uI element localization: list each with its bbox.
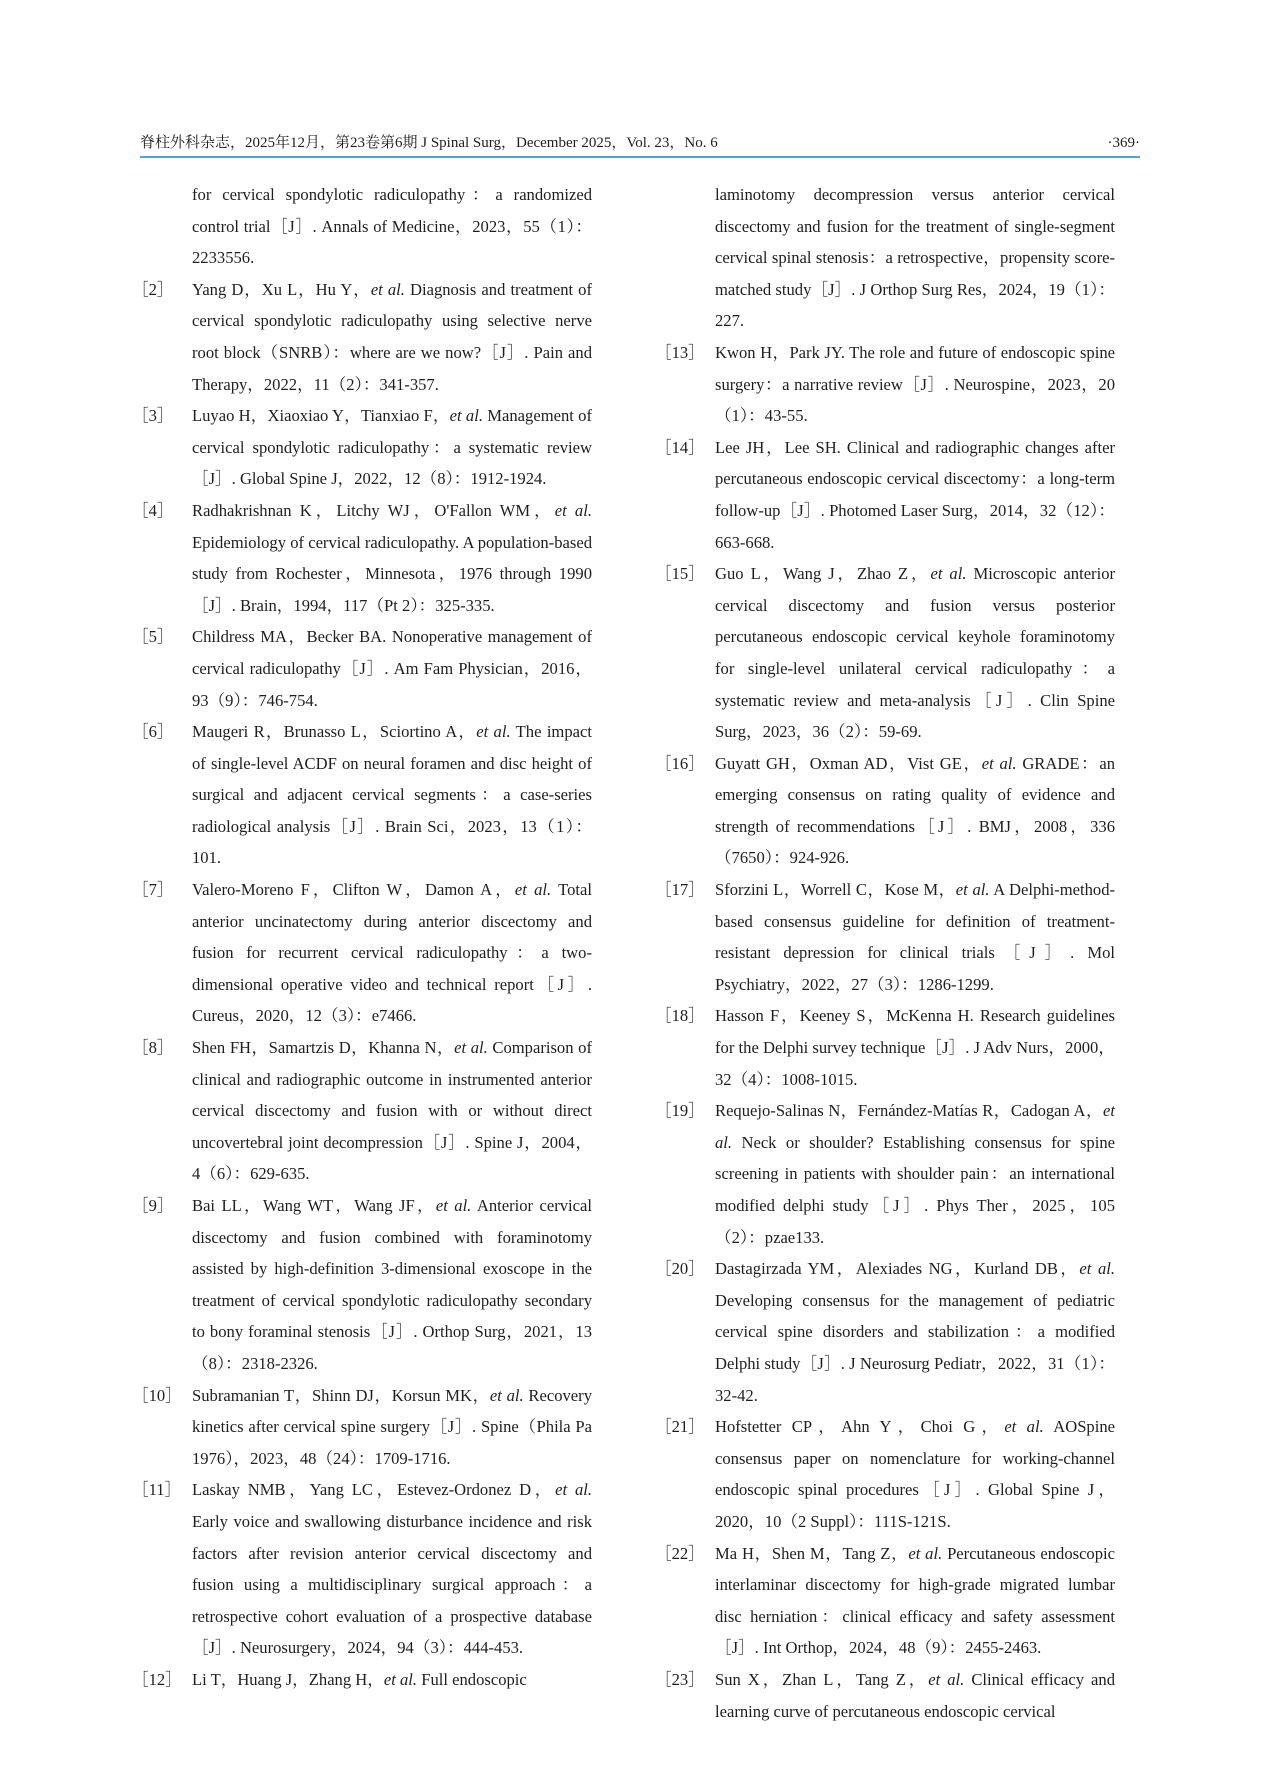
reference-number: ［5］ <box>132 627 174 647</box>
reference-text <box>192 495 592 621</box>
reference-number: ［9］ <box>132 1196 174 1215</box>
reference-item <box>655 874 1115 1000</box>
reference-text <box>715 558 1115 748</box>
reference-item <box>655 558 1115 748</box>
reference-text <box>715 1538 1115 1664</box>
reference-number: ［10］ <box>132 1385 182 1405</box>
reference-item <box>655 179 1115 337</box>
reference-text <box>715 1000 1115 1095</box>
reference-text-lead: Maugeri R，Brunasso L，Sciortino A， <box>192 722 477 742</box>
et-al: et al. <box>1079 1259 1115 1279</box>
reference-item <box>132 1474 592 1664</box>
reference-text <box>192 179 592 274</box>
reference-item <box>132 716 592 874</box>
reference-number: ［16］ <box>655 753 705 773</box>
reference-text-lead: Lee JH，Lee SH. Clinical and radiographic changes after percutaneous endoscopic cervical discectomy：a long-term follow-up［J］. Photomed Laser Surg，2014，32（12）：663-668. <box>715 437 1115 552</box>
reference-text-rest: Microscopic anterior cervical discectomy and fusion versus posterior percutaneous endoscopic cervical keyhole foraminotomy for single-level unilateral cervical radiculopathy：a systematic review and meta-analysis［J］. Clin Spine Surg，2023，36（2）：59-69. <box>715 564 1116 742</box>
reference-text-rest: AOSpine consensus paper on nomenclature for working-channel endoscopic spinal procedures［J］. Global Spine J，2020，10（2 Suppl）：111S-121S. <box>715 1417 1115 1531</box>
reference-text-lead: Bai LL，Wang WT，Wang JF， <box>192 1196 436 1215</box>
reference-text <box>715 179 1115 337</box>
et-al: et al. <box>489 1385 524 1405</box>
et-al: et al. <box>476 722 511 742</box>
reference-text-rest: Percutaneous endoscopic interlaminar discectomy for high-grade migrated lumbar disc herniation：clinical efficacy and safety assessment［J］. Int Orthop，2024，48（9）：2455-2463. <box>715 1543 1116 1658</box>
reference-number: ［17］ <box>655 880 705 900</box>
et-al: et al. <box>383 1669 418 1689</box>
reference-text-lead: Guo L，Wang J，Zhao Z， <box>715 564 931 584</box>
reference-text-rest: Management of cervical spondylotic radiculopathy：a systematic review［J］. Global Spine J，2022，12（8）：1912-1924. <box>192 406 593 489</box>
reference-text-lead: Sforzini L，Worrell C，Kose M， <box>715 880 956 900</box>
reference-number: ［13］ <box>655 342 705 362</box>
reference-item <box>132 495 592 621</box>
reference-number: ［12］ <box>132 1669 182 1689</box>
reference-text <box>715 432 1115 558</box>
reference-text <box>192 1664 592 1696</box>
reference-text <box>715 1253 1115 1411</box>
reference-item <box>132 874 592 1032</box>
reference-text-rest: Total anterior uncinatectomy during anterior discectomy and fusion for recurrent cervical radiculopathy：a two-dimensional operative video and technical report［J］. Cureus，2020，12（3）：e7466. <box>192 880 592 1026</box>
reference-text-rest: Epidemiology of cervical radiculopathy. A population-based study from Rochester，Minnesota，1976 through 1990［J］. Brain，1994，117（Pt 2）：325-335. <box>192 532 592 615</box>
et-al: et al. <box>930 564 967 584</box>
reference-number: ［22］ <box>655 1543 705 1563</box>
reference-number: ［20］ <box>655 1259 705 1279</box>
reference-text-lead: Ma H，Shen M，Tang Z， <box>715 1543 909 1563</box>
reference-number: ［7］ <box>132 880 174 900</box>
reference-text-rest: Neck or shoulder? Establishing consensus for spine screening in patients with shoulder pain：an international modified delphi study［J］. Phys Ther，2025，105（2）：pzae133. <box>715 1132 1115 1247</box>
reference-text-lead: Laskay NMB，Yang LC，Estevez-Ordonez D， <box>192 1480 556 1500</box>
et-al: et al. <box>370 279 405 299</box>
reference-text <box>715 337 1115 432</box>
reference-number: ［18］ <box>655 1006 705 1026</box>
reference-text-lead: Dastagirzada YM，Alexiades NG，Kurland DB， <box>715 1259 1080 1279</box>
reference-number: ［23］ <box>655 1669 705 1689</box>
reference-item <box>655 1664 1115 1727</box>
reference-item <box>132 400 592 495</box>
reference-text-rest: GRADE：an emerging consensus on rating quality of evidence and strength of recommendations［J］. BMJ，2008，336（7650）：924-926. <box>715 753 1115 868</box>
reference-text-lead: Hofstetter CP，Ahn Y，Choi G， <box>715 1417 1005 1437</box>
reference-text-lead: Yang D，Xu L，Hu Y， <box>192 279 371 299</box>
reference-text-lead: Guyatt GH，Oxman AD，Vist GE， <box>715 753 982 773</box>
reference-item <box>655 1253 1115 1411</box>
reference-text <box>192 1380 592 1475</box>
reference-text-lead: Requejo-Salinas N，Fernández-Matías R，Cadogan A， <box>715 1101 1104 1121</box>
reference-text-rest: Anterior cervical discectomy and fusion combined with foraminotomy assisted by high-definition 3-dimensional exoscope in the treatment of cervical spondylotic radiculopathy secondary to bony foraminal stenosis［J］. Orthop Surg，2021，13（8）：2318-2326. <box>192 1196 592 1373</box>
reference-text <box>715 1411 1115 1537</box>
reference-item <box>132 1380 592 1475</box>
reference-number: ［4］ <box>132 500 174 520</box>
et-al: et al. <box>555 1480 593 1500</box>
et-al: et al. <box>449 406 483 426</box>
reference-item <box>132 1190 592 1380</box>
reference-text-lead: Luyao H，Xiaoxiao Y，Tianxiao F， <box>192 406 450 426</box>
running-header <box>140 132 1140 154</box>
reference-text-lead: Valero-Moreno F，Clifton W，Damon A， <box>192 880 515 900</box>
et-al: et al. <box>715 1101 1115 1152</box>
reference-text-lead: Radhakrishnan K，Litchy WJ，O'Fallon WM， <box>192 500 555 520</box>
reference-text <box>192 400 592 495</box>
reference-text <box>715 874 1115 1000</box>
reference-text-rest: Early voice and swallowing disturbance incidence and risk factors after revision anterior cervical discectomy and fusion using a multidisciplinary surgical approach：a retrospective cohort evaluation of a prospective database［J］. Neurosurgery，2024，94（3）：444-453. <box>192 1511 592 1658</box>
reference-text <box>192 1032 592 1190</box>
et-al: et al. <box>981 753 1017 773</box>
reference-number: ［11］ <box>132 1480 182 1500</box>
reference-item <box>655 748 1115 874</box>
reference-text-lead: Kwon H，Park JY. The role and future of endoscopic spine surgery：a narrative review［J］. Neurospine，2023，20（1）：43-55. <box>715 342 1115 426</box>
reference-text-rest: Clinical efficacy and learning curve of percutaneous endoscopic cervical <box>715 1669 1115 1721</box>
et-al: et al. <box>554 500 592 520</box>
et-al: et al. <box>454 1038 488 1058</box>
reference-number: ［21］ <box>655 1417 705 1437</box>
reference-column-right <box>655 179 1115 1727</box>
et-al: et al. <box>435 1196 472 1215</box>
reference-text <box>192 716 592 874</box>
reference-text <box>192 1190 592 1380</box>
reference-item <box>655 337 1115 432</box>
reference-number: ［15］ <box>655 564 705 584</box>
reference-item <box>132 179 592 274</box>
et-al: et al. <box>928 1669 965 1689</box>
reference-text-lead: Subramanian T，Shinn DJ，Korsun MK， <box>192 1385 490 1405</box>
reference-text-lead: laminotomy decompression versus anterior cervical discectomy and fusion for the treatment of single-segment cervical spinal stenosis：a retrospective，propensity score-matched study［J］. J Orthop Surg Res，2024，19（1）：227. <box>715 185 1115 331</box>
reference-text-lead: Shen FH，Samartzis D，Khanna N， <box>192 1038 455 1058</box>
et-al: et al. <box>908 1543 943 1563</box>
et-al: et al. <box>955 880 990 900</box>
reference-text <box>192 274 592 400</box>
reference-text-rest: Comparison of clinical and radiographic outcome in instrumented anterior cervical discectomy and fusion with or without direct uncovertebral joint decompression［J］. Spine J，2004，4（6）：629-635. <box>192 1038 592 1184</box>
journal-citation-header: 脊柱外科杂志，2025年12月，第23卷第6期 J Spinal Surg，December 2025，Vol. 23，No. 6 <box>140 135 718 151</box>
reference-text <box>192 1474 592 1664</box>
reference-text-rest: Developing consensus for the management of pediatric cervical spine disorders and stabilization：a modified Delphi study［J］. J Neurosurg Pediatr，2022，31（1）：32-42. <box>715 1290 1115 1405</box>
reference-text <box>715 748 1115 874</box>
reference-text-lead: for cervical spondylotic radiculopathy：a randomized control trial［J］. Annals of Medicine，2023，55（1）：2233556. <box>192 185 592 268</box>
reference-text-lead: Childress MA，Becker BA. Nonoperative management of cervical radiculopathy［J］. Am Fam Physician，2016，93（9）：746-754. <box>192 627 592 710</box>
reference-number: ［8］ <box>132 1038 174 1058</box>
reference-text-rest: Full endoscopic <box>417 1669 527 1689</box>
reference-item <box>655 1411 1115 1537</box>
reference-item <box>132 1032 592 1190</box>
reference-text <box>192 874 592 1032</box>
reference-item <box>655 1095 1115 1253</box>
reference-text-rest: The impact of single-level ACDF on neural foramen and disc height of surgical and adjacent cervical segments：a case-series radiological analysis［J］. Brain Sci，2023，13（1）：101. <box>192 722 592 868</box>
header-rule <box>140 156 1140 158</box>
reference-number: ［2］ <box>132 279 174 299</box>
reference-number: ［3］ <box>132 406 174 426</box>
reference-text-rest: Recovery kinetics after cervical spine surgery［J］. Spine（Phila Pa 1976），2023，48（24）：1709-1716. <box>192 1385 592 1468</box>
reference-text-rest: Diagnosis and treatment of cervical spondylotic radiculopathy using selective nerve root block（SNRB）：where are we now?［J］. Pain and Therapy，2022，11（2）：341-357. <box>192 279 592 394</box>
reference-text-lead: Li T，Huang J，Zhang H， <box>192 1669 384 1689</box>
reference-item <box>132 274 592 400</box>
reference-text <box>192 621 592 716</box>
reference-item <box>655 1000 1115 1095</box>
reference-item <box>655 1538 1115 1664</box>
reference-text-rest: A Delphi-method-based consensus guideline for definition of treatment-resistant depression for clinical trials［J］. Mol Psychiatry，2022，27（3）：1286-1299. <box>715 880 1116 994</box>
reference-text-lead: Sun X，Zhan L，Tang Z， <box>715 1669 929 1689</box>
reference-column-left <box>132 179 592 1696</box>
reference-item <box>655 432 1115 558</box>
page-number: ·369· <box>1107 135 1140 151</box>
et-al: et al. <box>514 880 552 900</box>
et-al: et al. <box>1004 1417 1044 1437</box>
reference-number: ［14］ <box>655 437 705 457</box>
reference-item <box>132 1664 592 1696</box>
reference-text-lead: Hasson F，Keeney S，McKenna H. Research guidelines for the Delphi survey technique［J］. J Adv Nurs，2000，32（4）：1008-1015. <box>715 1006 1115 1089</box>
reference-item <box>132 621 592 716</box>
reference-text <box>715 1664 1115 1727</box>
reference-text <box>715 1095 1115 1253</box>
reference-number: ［6］ <box>132 722 174 742</box>
reference-number: ［19］ <box>655 1101 705 1121</box>
